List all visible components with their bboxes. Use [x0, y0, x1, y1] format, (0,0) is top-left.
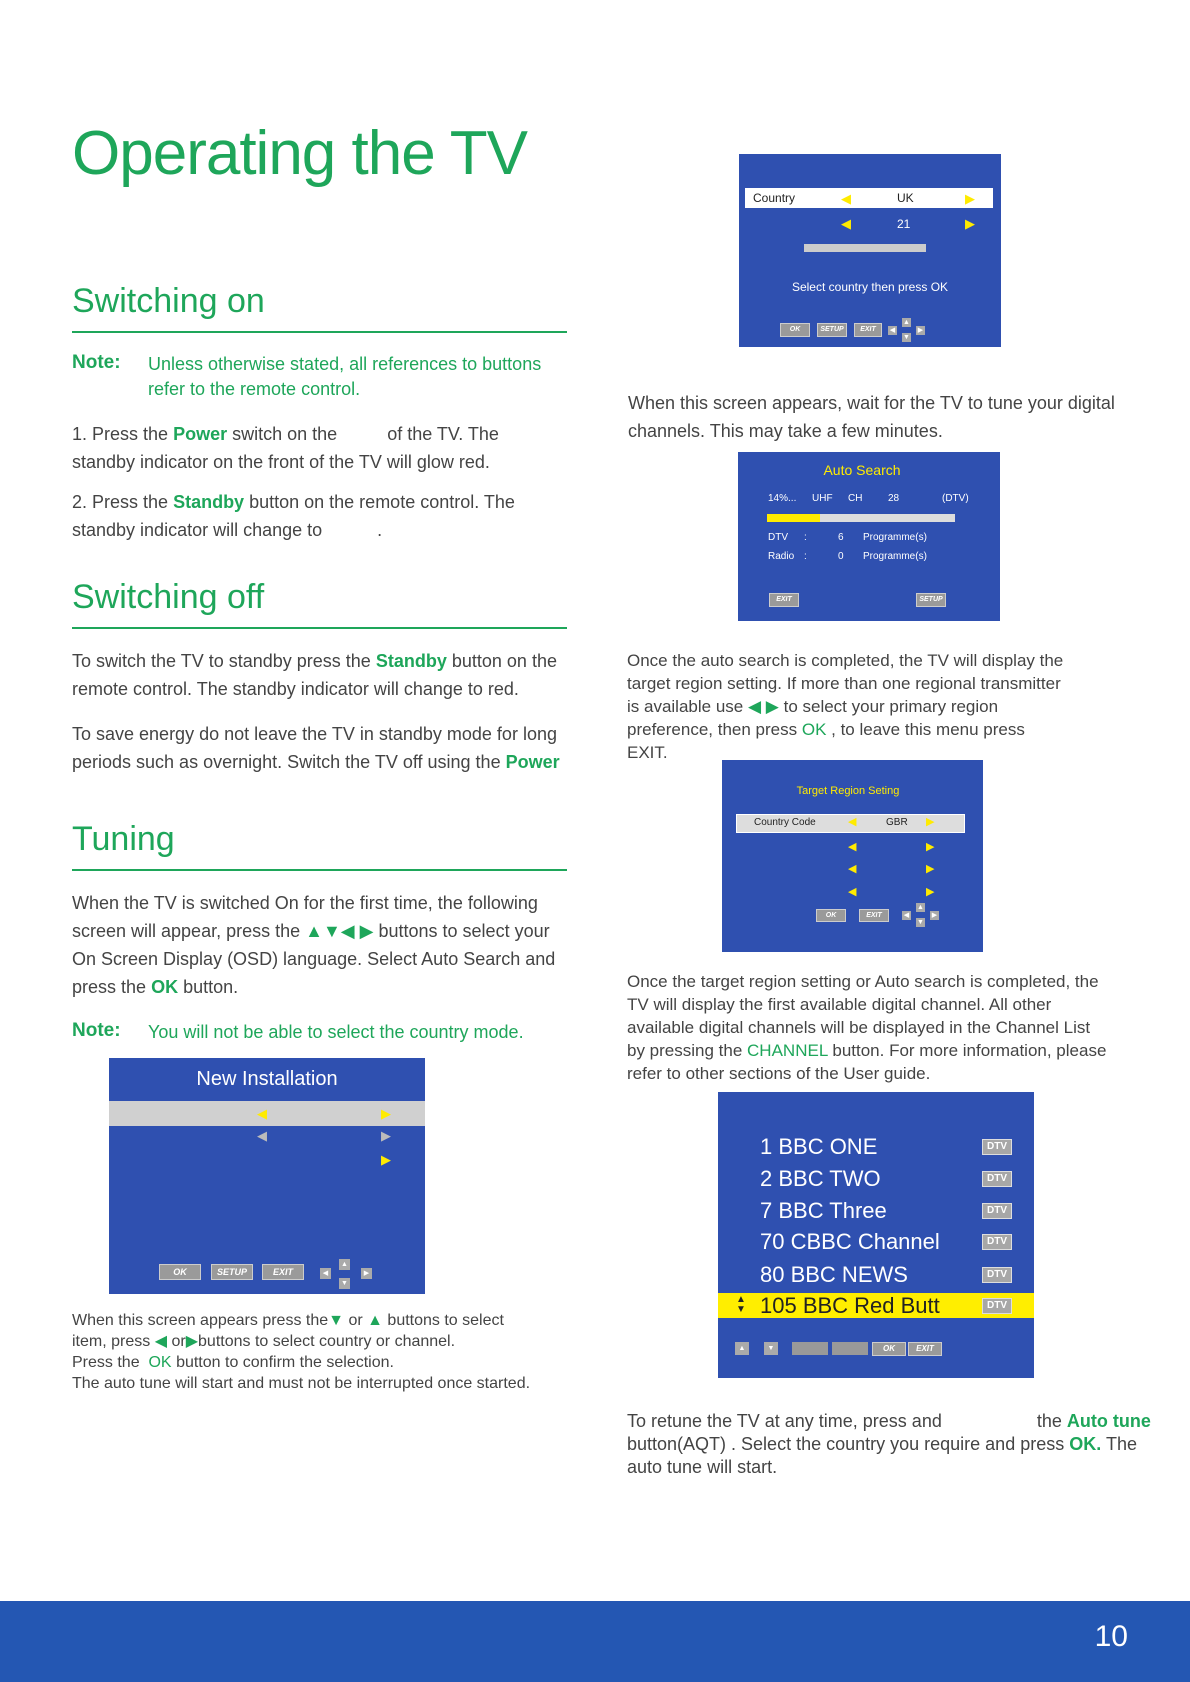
- auto-search-screen: [738, 452, 1000, 621]
- color-key: [832, 1342, 868, 1355]
- left-nav-icon[interactable]: ◀: [320, 1268, 331, 1279]
- ch-label: CH: [848, 493, 863, 504]
- divider: [72, 869, 567, 871]
- tuning-para: When the TV is switched On for the first time, the following screen will appear, press the ▲▼◀ ▶ buttons to select your On Screen Display (OSD) language. Select Auto Search and press the OK button.: [72, 893, 556, 997]
- channel-value: 21: [897, 217, 911, 231]
- up-nav-icon[interactable]: ▲: [735, 1342, 749, 1355]
- dtv-badge: DTV: [982, 1139, 1012, 1155]
- caption-left: When this screen appears press the▼ or ▲ buttons to select item, press ◀ or▶buttons to select country or channel. Press the OK button to confirm the selection. The auto tune will start and must not be interrupted once started.: [72, 1312, 531, 1392]
- text-region: Once the auto search is completed, the TV will display the target region setting. If more than one regional transmitter is available use ◀ ▶ to select your primary region preference, then press OK , to leave this menu press EXIT.: [627, 651, 1064, 762]
- text-channel: Once the target region setting or Auto search is completed, the TV will display the first available digital channel. All other available digital channels will be displayed in the Channel List by pressing the CHANNEL button. For more information, please refer to other sections of the User guide.: [627, 972, 1107, 1083]
- highlight-row[interactable]: [109, 1101, 425, 1126]
- dtv-badge: DTV: [982, 1267, 1012, 1283]
- right-arrow-icon: ▶: [926, 863, 935, 875]
- right-arrow-icon: ▶: [381, 1128, 391, 1143]
- up-nav-icon[interactable]: ▲: [917, 904, 924, 911]
- channel-list-screen: [718, 1092, 1034, 1378]
- ok-button[interactable]: OK: [816, 909, 846, 922]
- right-nav-icon[interactable]: ▶: [931, 912, 938, 919]
- down-nav-icon[interactable]: ▼: [917, 919, 924, 926]
- left-arrow-icon: ◀: [848, 841, 857, 853]
- dtv-badge: DTV: [982, 1234, 1012, 1250]
- exit-button[interactable]: EXIT: [854, 323, 882, 337]
- left-arrow-icon: ◀: [848, 886, 857, 898]
- mode-text: (DTV): [942, 493, 969, 504]
- right-arrow-icon: ▶: [926, 816, 935, 828]
- up-nav-icon[interactable]: ▲: [339, 1259, 350, 1270]
- left-arrow-icon: ◀: [841, 216, 851, 231]
- colon: :: [804, 532, 807, 543]
- right-arrow-icon: ▶: [965, 191, 975, 206]
- setup-button[interactable]: SETUP: [817, 323, 847, 337]
- country-code-value: GBR: [886, 817, 908, 828]
- text-retune: To retune the TV at any time, press and the Auto tune button(AQT) . Select the country you require and press OK. The auto tune will start.: [627, 1411, 1151, 1477]
- page-number: 10: [1094, 1620, 1128, 1653]
- channel-name[interactable]: 80 BBC NEWS: [760, 1262, 908, 1287]
- footer-bar: [0, 1601, 1190, 1682]
- exit-button[interactable]: EXIT: [769, 593, 799, 607]
- dtv-label: DTV: [768, 532, 788, 543]
- note-text: You will not be able to select the country mode.: [148, 1022, 524, 1042]
- left-arrow-icon: ◀: [848, 816, 857, 828]
- left-arrow-icon: ◀: [841, 191, 851, 206]
- right-arrow-icon: ▶: [381, 1106, 391, 1121]
- left-nav-icon[interactable]: ◀: [903, 912, 910, 919]
- right-nav-icon[interactable]: ▶: [361, 1268, 372, 1279]
- page-title: Operating the TV: [72, 119, 528, 188]
- divider: [72, 331, 567, 333]
- text-wait: When this screen appears, wait for the TV to tune your digital channels. This may take a few minutes.: [628, 393, 1115, 441]
- channel-name[interactable]: 1 BBC ONE: [760, 1134, 878, 1159]
- step-2: 2. Press the Standby button on the remote control. The standby indicator will change to .: [72, 492, 515, 540]
- heading-switching-on: Switching on: [72, 282, 265, 320]
- country-code-label: Country Code: [754, 817, 816, 828]
- exit-button[interactable]: EXIT: [262, 1264, 304, 1280]
- note-text: Unless otherwise stated, all references to buttons refer to the remote control.: [148, 354, 542, 399]
- country-screen: [739, 154, 1001, 347]
- progress-fill: [767, 514, 820, 522]
- ch-value: 28: [888, 493, 900, 504]
- switch-off-para-1: To switch the TV to standby press the Standby button on the remote control. The standby indicator will change to red.: [72, 651, 557, 699]
- left-arrow-icon: ◀: [257, 1128, 267, 1143]
- right-arrow-icon: ▶: [926, 886, 935, 898]
- channel-name[interactable]: 7 BBC Three: [760, 1198, 887, 1223]
- channel-name[interactable]: 70 CBBC Channel: [760, 1229, 940, 1254]
- radio-count: 0: [838, 551, 844, 562]
- region-title: Target Region Seting: [796, 785, 900, 797]
- ok-button[interactable]: OK: [872, 1342, 906, 1356]
- step-1: 1. Press the Power switch on the of the TV. The standby indicator on the front of the TV will glow red.: [72, 424, 499, 472]
- note-label: Note:: [72, 1020, 121, 1041]
- right-arrow-icon: ▶: [965, 216, 975, 231]
- country-label: Country: [753, 191, 796, 205]
- progress-bar: [804, 244, 926, 252]
- down-nav-icon[interactable]: ▼: [339, 1278, 350, 1289]
- ok-button[interactable]: OK: [159, 1264, 201, 1280]
- right-arrow-icon: ▶: [381, 1152, 391, 1167]
- ok-button[interactable]: OK: [780, 323, 810, 337]
- heading-tuning: Tuning: [72, 820, 175, 858]
- right-arrow-icon: ▶: [926, 841, 935, 853]
- progress-text: 14%...: [768, 493, 797, 504]
- country-value: UK: [897, 191, 914, 205]
- dtv-count: 6: [838, 532, 844, 543]
- auto-search-title: Auto Search: [823, 462, 901, 478]
- dtv-badge: DTV: [982, 1171, 1012, 1187]
- right-nav-icon[interactable]: ▶: [917, 327, 924, 334]
- up-nav-icon[interactable]: ▲: [903, 319, 910, 326]
- radio-programmes: Programme(s): [863, 551, 927, 562]
- setup-button[interactable]: SETUP: [211, 1264, 253, 1280]
- radio-label: Radio: [768, 551, 795, 562]
- target-region-screen: [722, 760, 983, 952]
- setup-button[interactable]: SETUP: [916, 593, 946, 607]
- dtv-programmes: Programme(s): [863, 532, 927, 543]
- screen-title: New Installation: [196, 1068, 338, 1090]
- country-prompt: Select country then press OK: [791, 280, 949, 294]
- up-down-icon: ▲ ▼: [736, 1294, 746, 1315]
- note-tuning: [72, 1020, 572, 1046]
- dtv-badge: DTV: [982, 1298, 1012, 1314]
- dtv-badge: DTV: [982, 1203, 1012, 1219]
- band-text: UHF: [812, 493, 833, 504]
- divider: [72, 627, 567, 629]
- colon: :: [804, 551, 807, 562]
- left-arrow-icon: ◀: [257, 1106, 267, 1121]
- down-nav-icon[interactable]: ▼: [903, 334, 910, 341]
- channel-name[interactable]: 2 BBC TWO: [760, 1166, 881, 1191]
- new-installation-screen: [109, 1058, 425, 1294]
- switch-off-para-2: To save energy do not leave the TV in standby mode for long periods such as overnight. Switch the TV off using the Power: [72, 724, 560, 772]
- channel-name[interactable]: 105 BBC Red Butt: [760, 1293, 940, 1318]
- color-key: [792, 1342, 828, 1355]
- exit-button[interactable]: EXIT: [859, 909, 889, 922]
- left-arrow-icon: ◀: [848, 863, 857, 875]
- note-label: Note:: [72, 352, 121, 373]
- left-nav-icon[interactable]: ◀: [889, 327, 896, 334]
- exit-button[interactable]: EXIT: [908, 1342, 942, 1356]
- heading-switching-off: Switching off: [72, 578, 265, 616]
- down-nav-icon[interactable]: ▼: [764, 1342, 778, 1355]
- progress-track: [767, 514, 955, 522]
